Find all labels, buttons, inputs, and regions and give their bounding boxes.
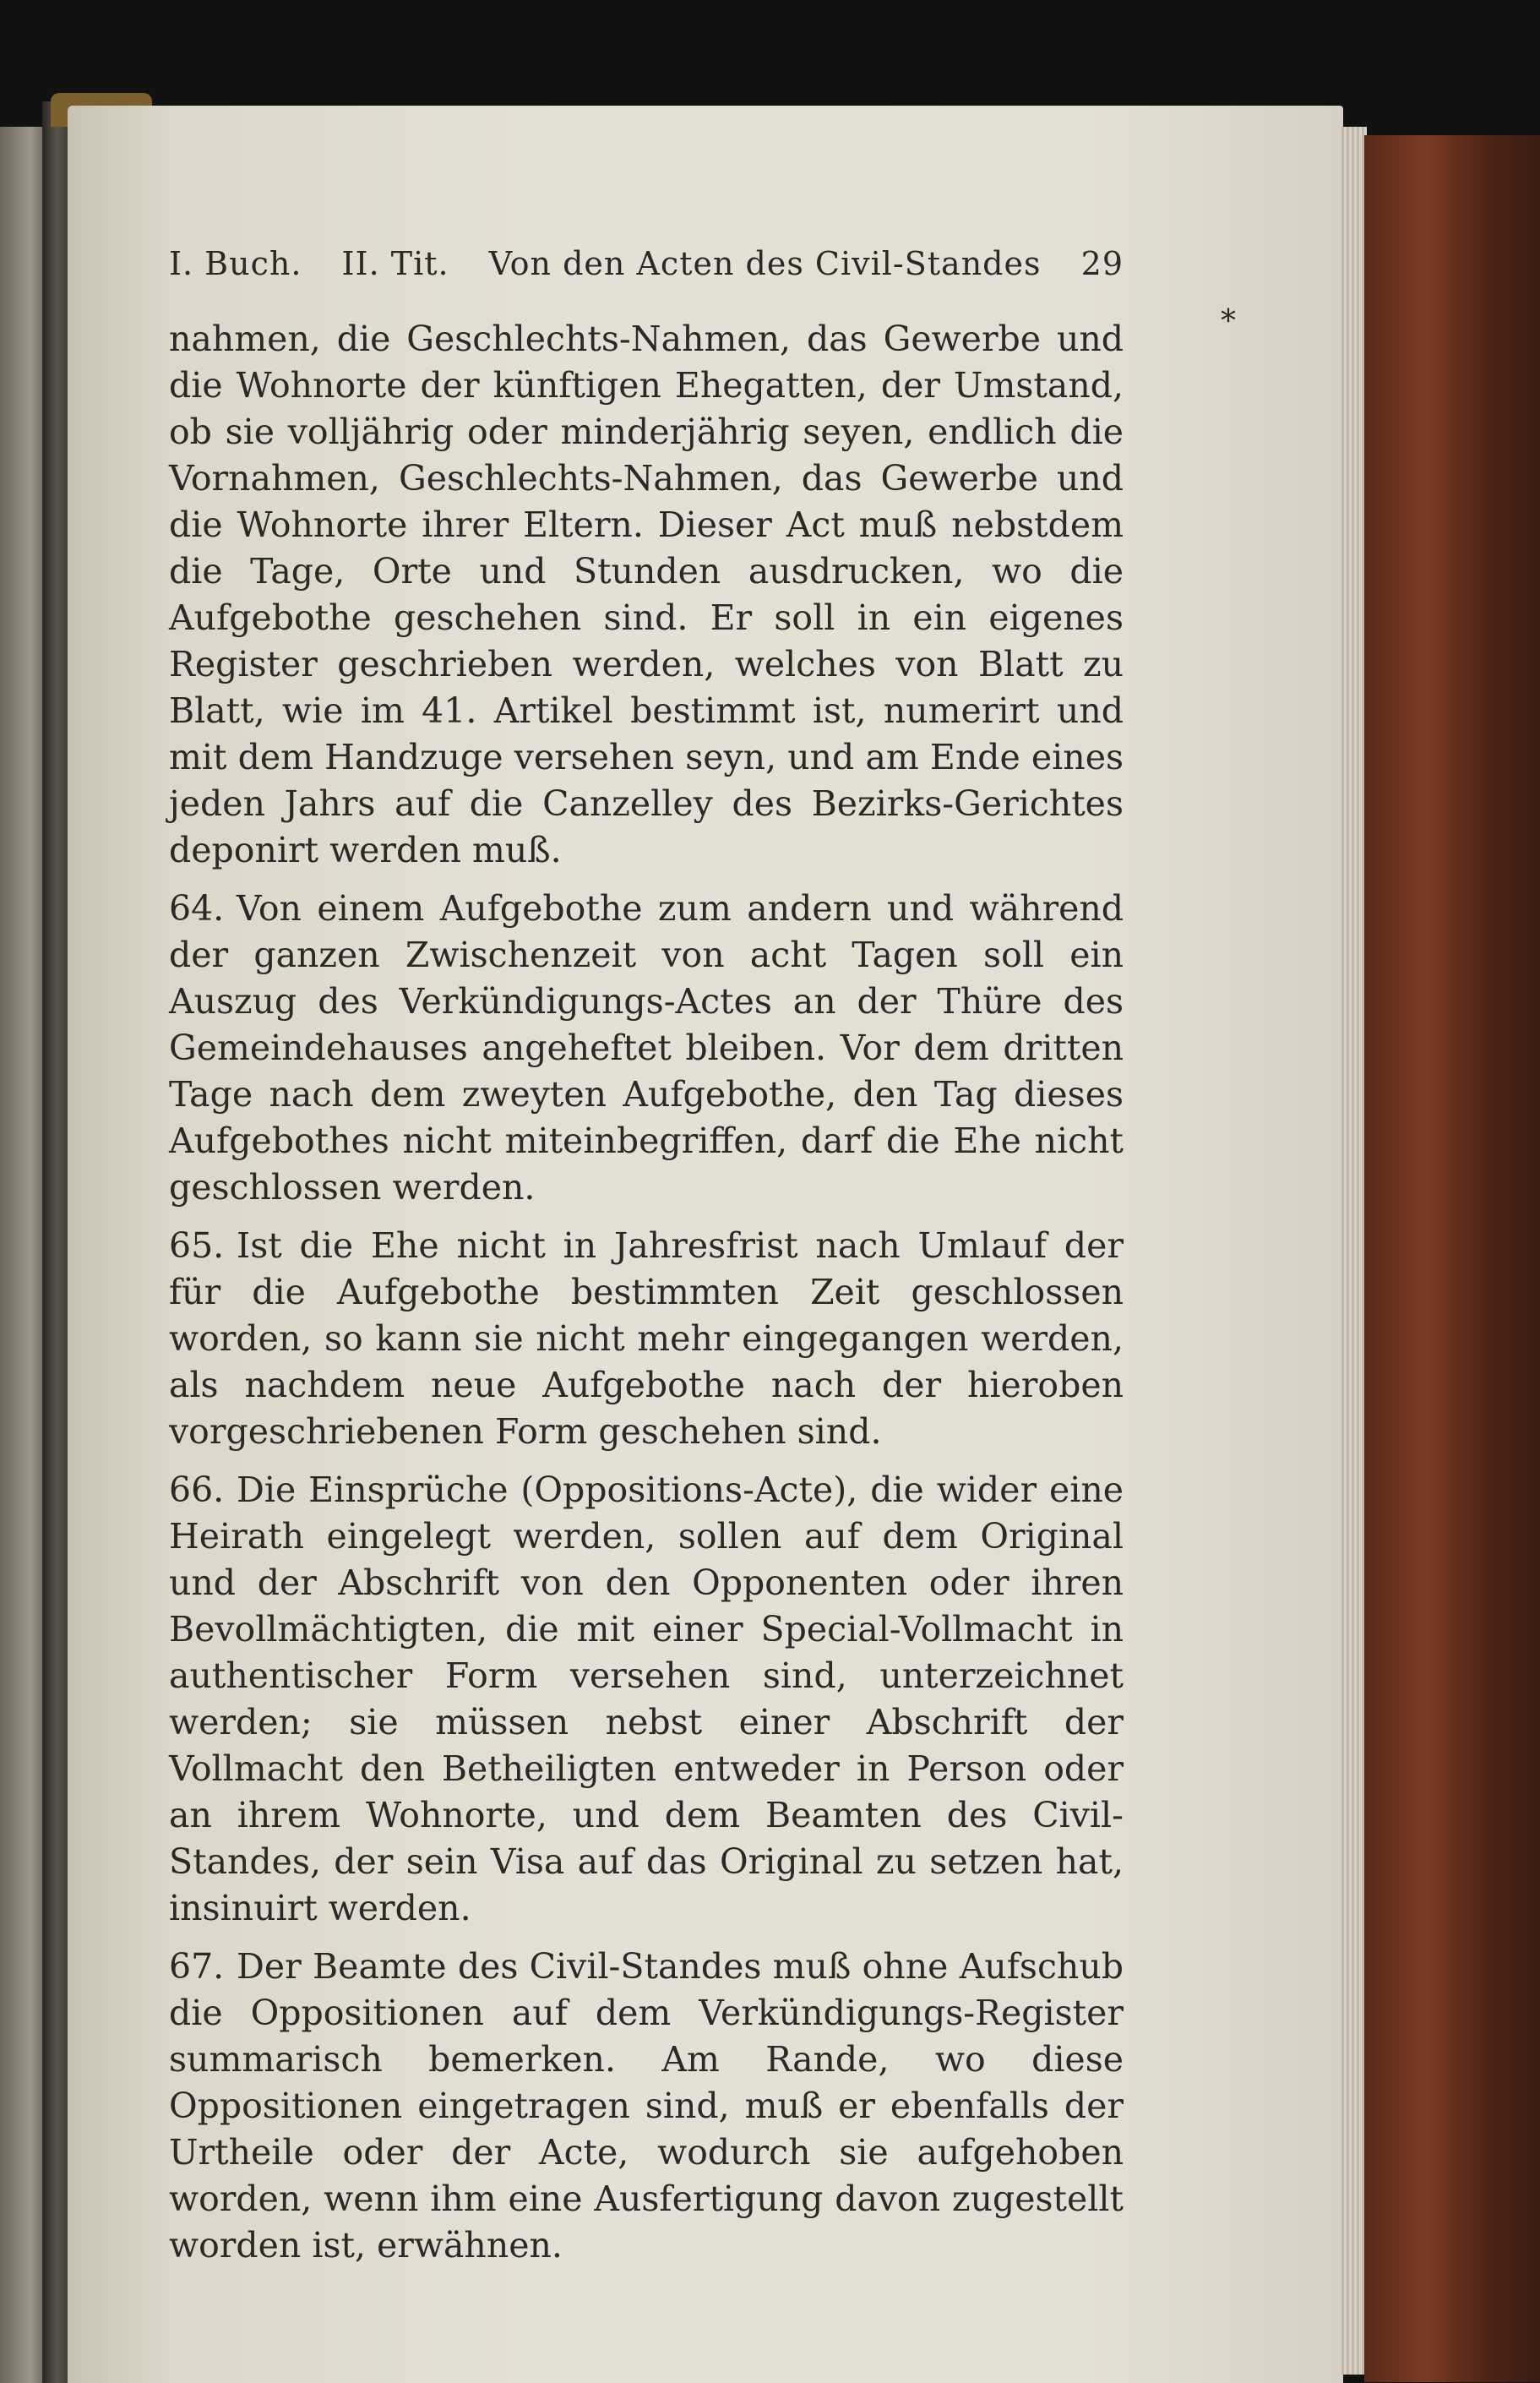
paragraph-continuation <box>169 316 1124 874</box>
article-65 <box>169 1223 1124 1455</box>
header-book: I. Buch. <box>169 245 302 282</box>
article-66 <box>169 1467 1124 1932</box>
header-subject: Von den Acten des Civil-Standes <box>488 245 1042 282</box>
article-67 <box>169 1944 1124 2269</box>
book-cover <box>1364 135 1540 2382</box>
article-number: 64. <box>169 888 225 929</box>
paragraph-text: nahmen, die Geschlechts-Nahmen, das Gewerbe und die Wohnorte der künftigen Ehegatten, der Umstand, ob sie volljährig oder minderjährig seyen, endlich die Vornahmen, Geschlechts-Nahmen, das Gewerbe und die Wohnorte ihrer Eltern. Dieser Act muß nebstdem die Tage, Orte und Stunden ausdrucken, wo die Aufgebothe geschehen sind. Er soll in ein eigenes Register geschrieben werden, welches von Blatt zu Blatt, wie im 41. Artikel bestimmt ist, numerirt und mit dem Handzuge versehen seyn, und am Ende eines jeden Jahrs auf die Canzelley des Bezirks-Gerichtes deponirt werden muß. <box>169 319 1124 870</box>
article-64 <box>169 886 1124 1211</box>
paragraph-text: Von einem Aufgebothe zum andern und während der ganzen Zwischenzeit von acht Tagen soll ein Auszug des Verkündigungs-Actes an der Thüre des Gemeindehauses angeheftet bleiben. Vor dem dritten Tage nach dem zweyten Aufgebothe, den Tag dieses Aufgebothes nicht miteinbegriffen, darf die Ehe nicht geschlossen werden. <box>169 888 1124 1208</box>
article-number: 67. <box>169 1946 225 1987</box>
paragraph-text: Die Einsprüche (Oppositions-Acte), die wider eine Heirath eingelegt werden, sollen auf dem Original und der Abschrift von den Opponenten oder ihren Bevollmächtigten, die mit einer Special-Vollmacht in authentischer Form versehen sind, unterzeichnet werden; sie müssen nebst einer Abschrift der Vollmacht den Betheiligten entweder in Person oder an ihrem Wohnorte, und dem Beamten des Civil-Standes, der sein Visa auf das Original zu setzen hat, insinuirt werden. <box>169 1470 1124 1928</box>
header-title: II. Tit. <box>341 245 449 282</box>
page-number: 29 <box>1080 245 1124 282</box>
paragraph-text: Ist die Ehe nicht in Jahresfrist nach Umlauf der für die Aufgebothe bestimmten Zeit geschlossen worden, so kann sie nicht mehr eingegangen werden, als nachdem neue Aufgebothe nach der hieroben vorgeschriebenen Form geschehen sind. <box>169 1225 1124 1452</box>
article-number: 65. <box>169 1225 225 1266</box>
running-header <box>169 245 1124 282</box>
article-number: 66. <box>169 1470 225 1510</box>
paragraph-text: Der Beamte des Civil-Standes muß ohne Aufschub die Oppositionen auf dem Verkündigungs-Register summarisch bemerken. Am Rande, wo diese Oppositionen eingetragen sind, muß er ebenfalls der Urtheile oder der Acte, wodurch sie aufgehoben worden, wenn ihm eine Ausfertigung davon zugestellt worden ist, erwähnen. <box>169 1946 1124 2266</box>
page-content <box>169 245 1124 2269</box>
page-edges <box>1341 127 1367 2375</box>
margin-mark: * <box>1221 304 1236 339</box>
body-text <box>169 316 1124 2269</box>
